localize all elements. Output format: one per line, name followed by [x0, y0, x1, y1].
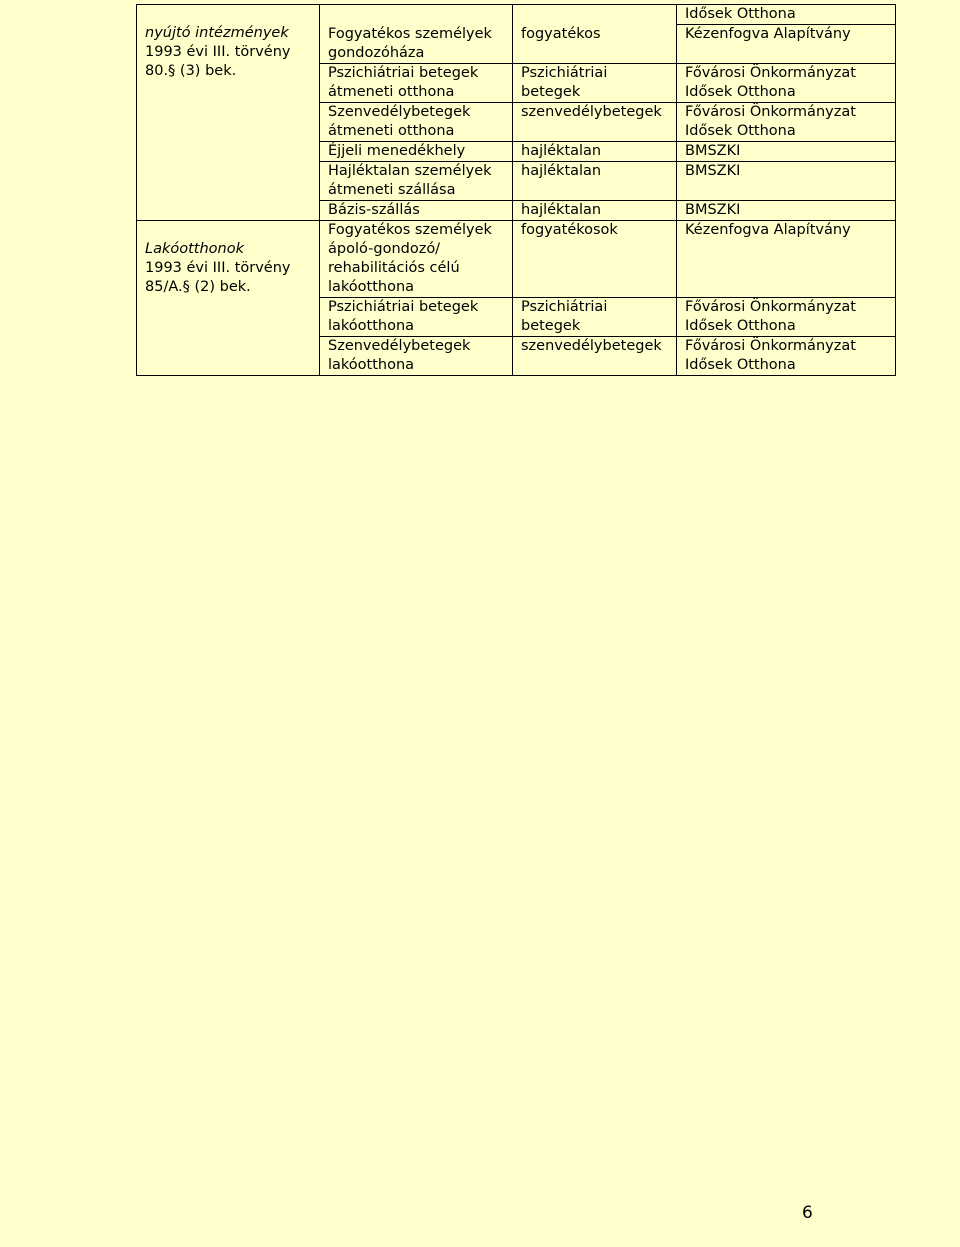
institution-name: Hajléktalan személyek átmeneti szállása: [320, 162, 513, 201]
target-group: hajléktalan: [513, 142, 677, 162]
operator: BMSZKI: [677, 162, 896, 201]
institution-name: Bázis-szállás: [320, 201, 513, 221]
institution-name: Pszichiátriai betegek lakóotthona: [320, 298, 513, 337]
institution-name: Szenvedélybetegek átmeneti otthona: [320, 103, 513, 142]
operator: Idősek Otthona: [677, 5, 896, 25]
legal-basis-cell: [137, 221, 320, 376]
institution-name: Fogyatékos személyek gondozóháza: [320, 25, 513, 64]
institution-name: Fogyatékos személyek ápoló-gondozó/ rehabilitációs célú lakóotthona: [320, 221, 513, 298]
table-row: [137, 5, 896, 25]
target-group: [513, 5, 677, 25]
legal-basis-title: nyújtó intézmények: [145, 25, 289, 41]
operator: Kézenfogva Alapítvány: [677, 221, 896, 298]
operator: Fővárosi Önkormányzat Idősek Otthona: [677, 298, 896, 337]
institution-name: Szenvedélybetegek lakóotthona: [320, 337, 513, 376]
target-group: szenvedélybetegek: [513, 337, 677, 376]
legal-basis-reference: 1993 évi III. törvény 80.§ (3) bek.: [145, 44, 291, 79]
operator: Kézenfogva Alapítvány: [677, 25, 896, 64]
target-group: hajléktalan: [513, 201, 677, 221]
legal-basis-title: Lakóotthonok: [145, 241, 244, 257]
target-group: hajléktalan: [513, 162, 677, 201]
legal-basis-cell: [137, 5, 320, 221]
institution-name: Pszichiátriai betegek átmeneti otthona: [320, 64, 513, 103]
operator: BMSZKI: [677, 201, 896, 221]
legal-basis-reference: 1993 évi III. törvény 85/A.§ (2) bek.: [145, 260, 291, 295]
operator: Fővárosi Önkormányzat Idősek Otthona: [677, 337, 896, 376]
operator: BMSZKI: [677, 142, 896, 162]
target-group: fogyatékosok: [513, 221, 677, 298]
institution-name: [320, 5, 513, 25]
page-number: 6: [802, 1203, 813, 1223]
target-group: Pszichiátriai betegek: [513, 298, 677, 337]
operator: Fővárosi Önkormányzat Idősek Otthona: [677, 64, 896, 103]
institutions-table: [136, 4, 896, 376]
table-row: [137, 221, 896, 298]
target-group: fogyatékos: [513, 25, 677, 64]
target-group: szenvedélybetegek: [513, 103, 677, 142]
operator: Fővárosi Önkormányzat Idősek Otthona: [677, 103, 896, 142]
target-group: Pszichiátriai betegek: [513, 64, 677, 103]
institution-name: Éjjeli menedékhely: [320, 142, 513, 162]
